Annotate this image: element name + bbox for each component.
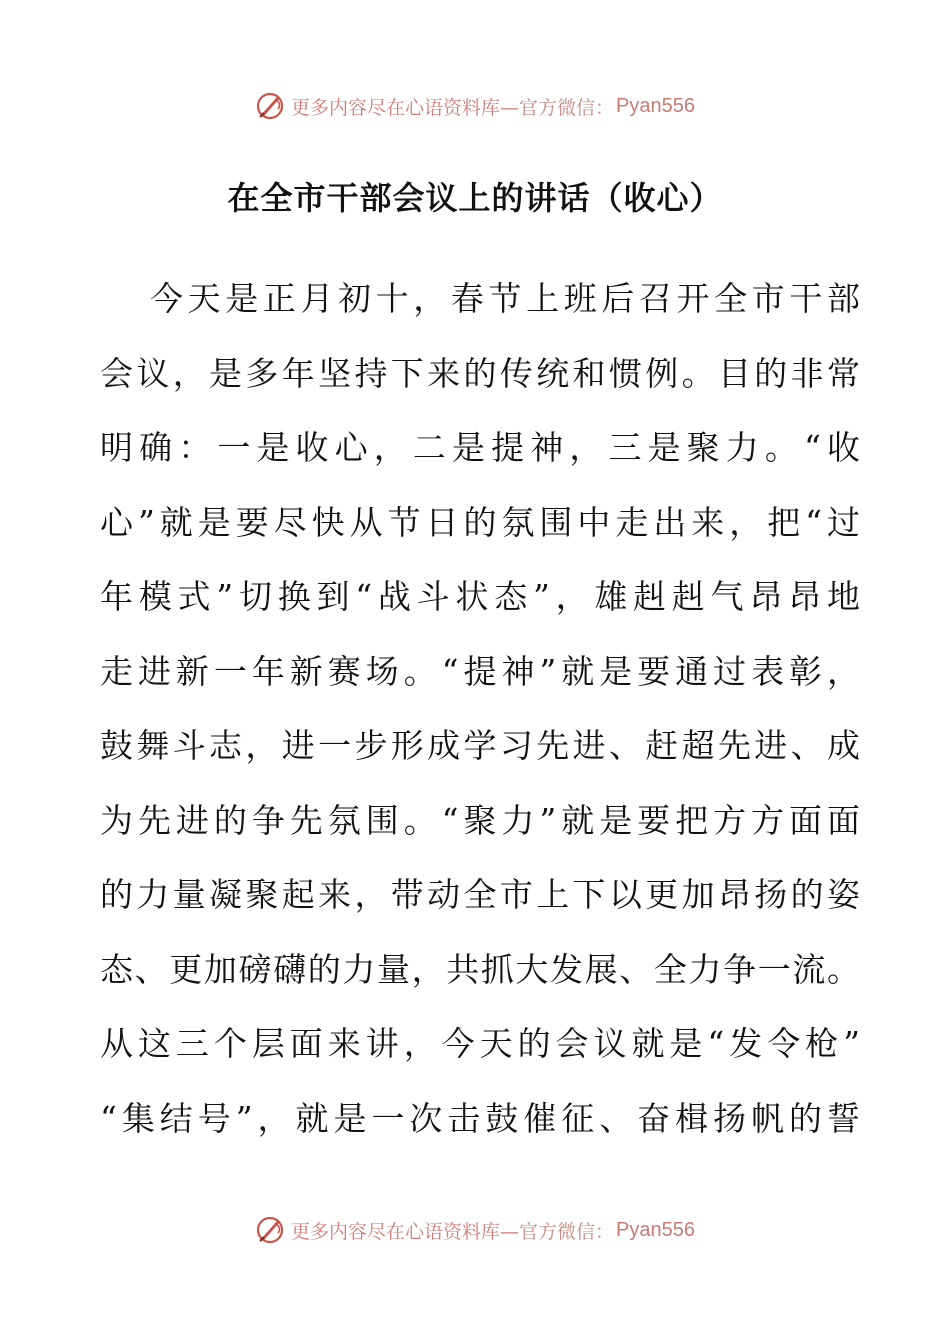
watermark-wechat-label: 官方微信： — [519, 1220, 615, 1243]
quill-pen-logo-icon — [255, 1215, 285, 1245]
watermark-wechat-label: 官方微信： — [519, 96, 615, 119]
body-line: 会议，是多年坚持下来的传统和惯例。目的非常 — [100, 353, 860, 393]
header-watermark — [0, 86, 950, 126]
body-line: 走进新一年新赛场。“提神”就是要通过表彰， — [100, 651, 860, 691]
watermark-text: 更多内容尽在心语资料库— — [291, 96, 520, 119]
document-body — [100, 262, 860, 1156]
body-line: 年模式”切换到“战斗状态”，雄赳赳气昂昂地 — [100, 577, 860, 616]
document-title: 在全市干部会议上的讲话（收心） — [227, 179, 723, 217]
body-line: 从这三个层面来讲，今天的会议就是“发令枪” — [100, 1024, 860, 1063]
body-line: “集结号”，就是一次击鼓催征、奋楫扬帆的誓 — [100, 1098, 860, 1138]
body-line: 今天是正月初十，春节上班后召开全市干部 — [150, 279, 860, 318]
footer-watermark — [0, 1210, 950, 1250]
watermark-account: Pyan556 — [616, 94, 695, 117]
body-line: 鼓舞斗志，进一步形成学习先进、赶超先进、成 — [100, 726, 860, 765]
body-line: 态、更加磅礴的力量，共抓大发展、全力争一流。 — [100, 949, 860, 989]
watermark-account: Pyan556 — [616, 1218, 695, 1241]
body-line: 心”就是要尽快从节日的氛围中走出来，把“过 — [100, 502, 860, 542]
body-line: 为先进的争先氛围。“聚力”就是要把方方面面 — [100, 800, 860, 840]
quill-pen-logo-icon — [255, 91, 285, 121]
body-line: 明确：一是收心，二是提神，三是聚力。“收 — [100, 428, 860, 467]
watermark-text: 更多内容尽在心语资料库— — [291, 1220, 520, 1243]
body-line: 的力量凝聚起来，带动全市上下以更加昂扬的姿 — [100, 875, 860, 914]
